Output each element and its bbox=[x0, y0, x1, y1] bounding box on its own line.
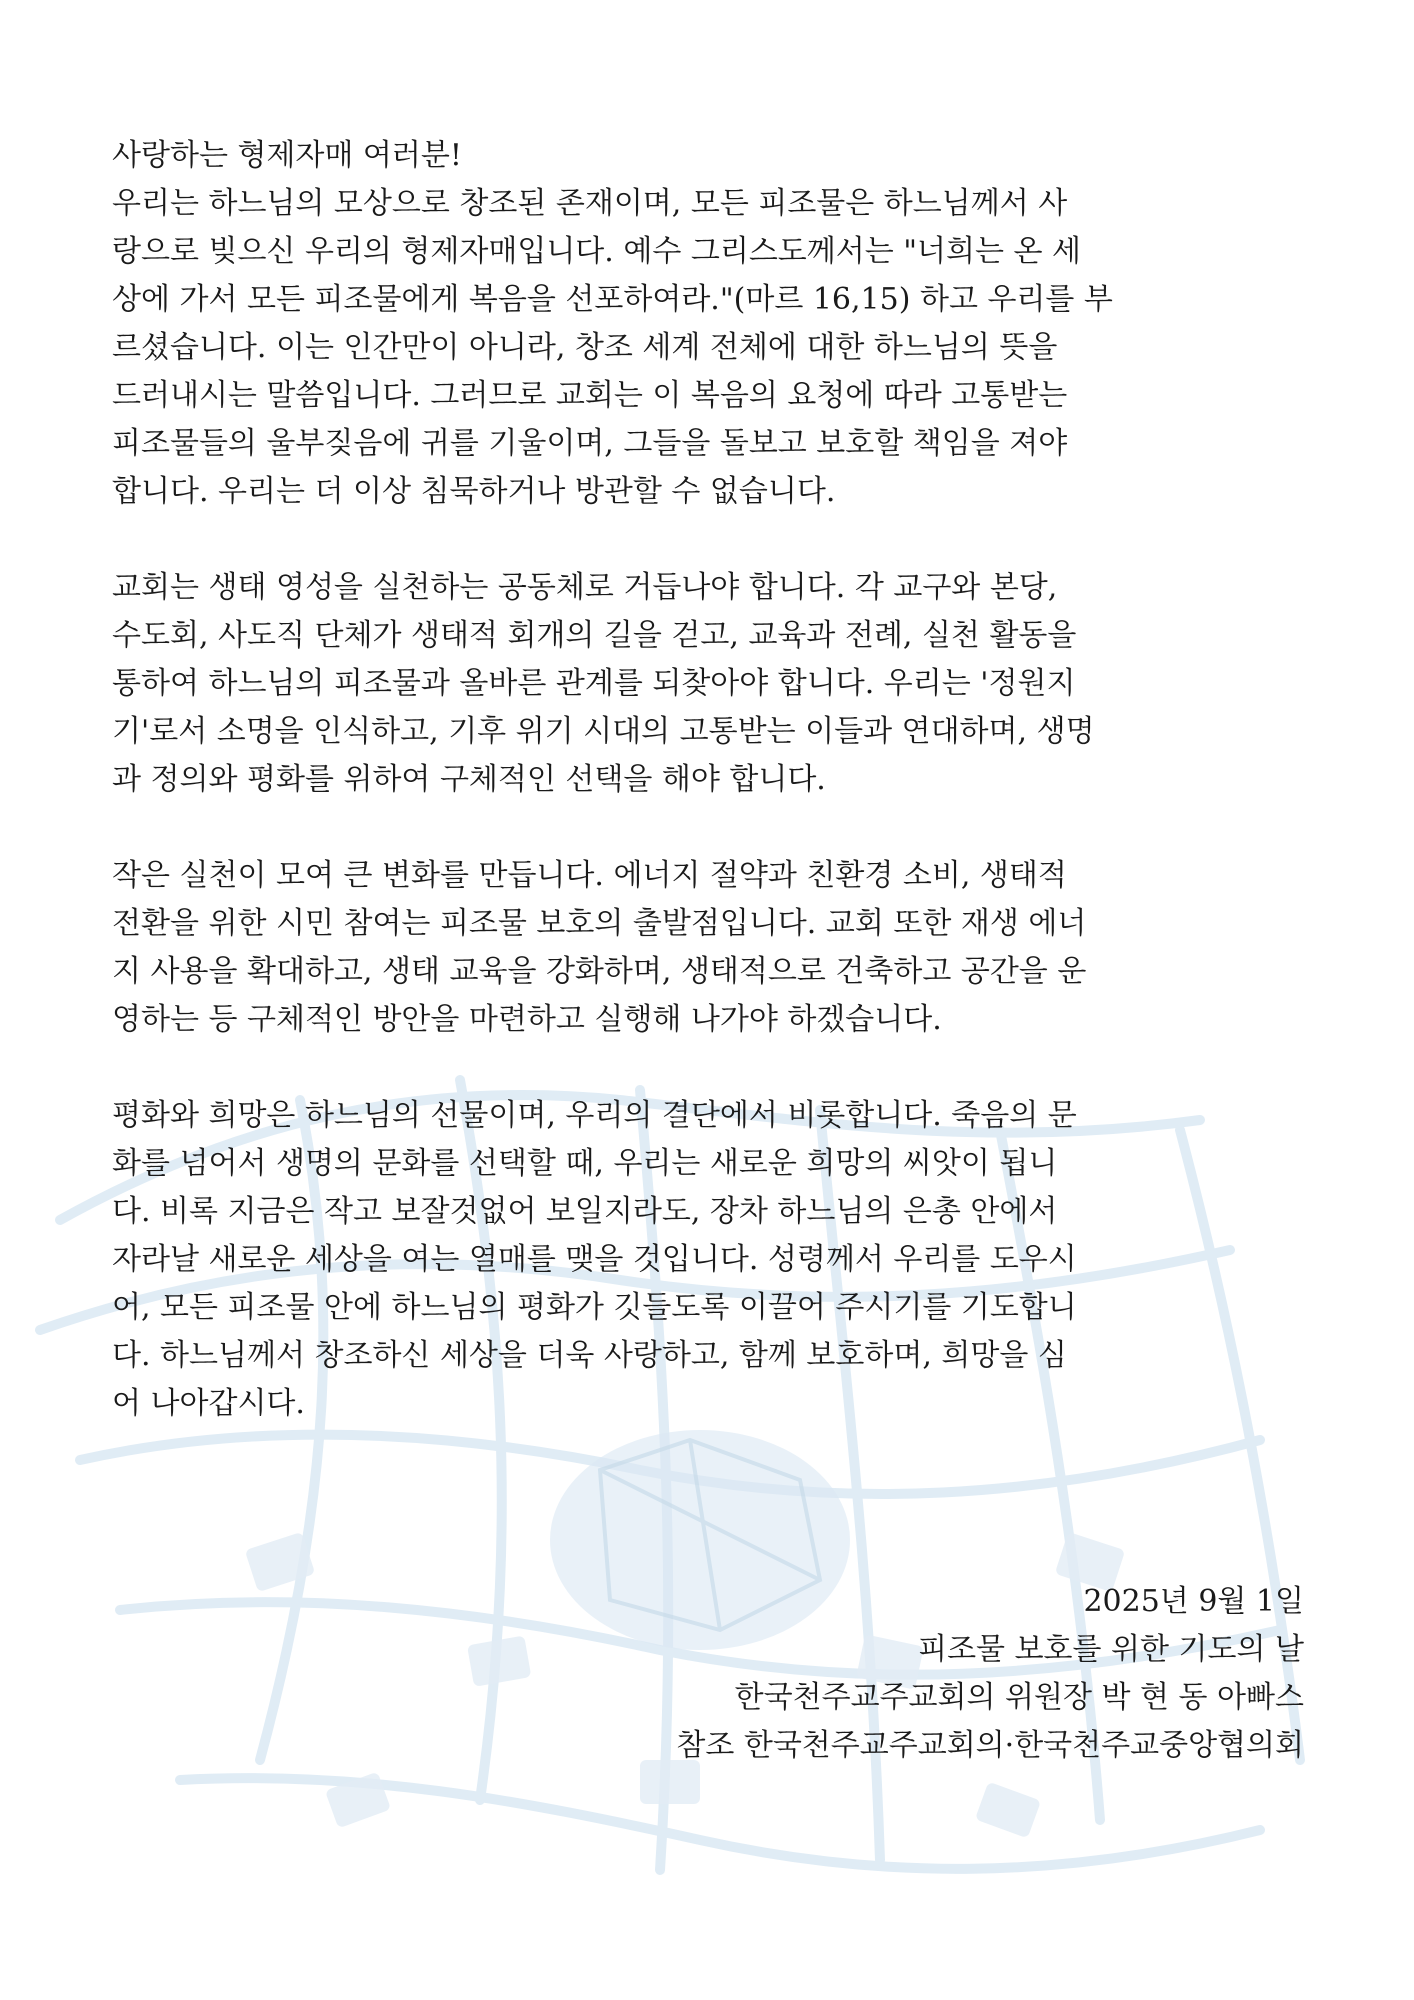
signature-reference: 참조 한국천주교주교회의·한국천주교중앙협의회 bbox=[676, 1728, 1304, 1763]
paragraph-4-line: 다. 하느님께서 창조하신 세상을 더욱 사랑하고, 함께 보호하며, 희망을 심 bbox=[112, 1338, 1067, 1373]
paragraph-2-line: 통하여 하느님의 피조물과 올바른 관계를 되찾아야 합니다. 우리는 '정원지 bbox=[112, 666, 1076, 701]
signature-author: 한국천주교주교회의 위원장 박 현 동 아빠스 bbox=[734, 1680, 1304, 1715]
paragraph-1-line: 우리는 하느님의 모상으로 창조된 존재이며, 모든 피조물은 하느님께서 사 bbox=[112, 186, 1068, 221]
paragraph-3-line: 영하는 등 구체적인 방안을 마련하고 실행해 나가야 하겠습니다. bbox=[112, 1002, 942, 1037]
paragraph-1-line: 랑으로 빚으신 우리의 형제자매입니다. 예수 그리스도께서는 "너희는 온 세 bbox=[112, 234, 1082, 269]
paragraph-3-line: 전환을 위한 시민 참여는 피조물 보호의 출발점입니다. 교회 또한 재생 에너 bbox=[112, 906, 1087, 941]
paragraph-gap bbox=[112, 1044, 1304, 1092]
signature-occasion: 피조물 보호를 위한 기도의 날 bbox=[918, 1632, 1304, 1667]
paragraph-1-line: 르셨습니다. 이는 인간만이 아니라, 창조 세계 전체에 대한 하느님의 뜻을 bbox=[112, 330, 1058, 365]
paragraph-4-line: 화를 넘어서 생명의 문화를 선택할 때, 우리는 새로운 희망의 씨앗이 됩니 bbox=[112, 1146, 1058, 1181]
paragraph-1-line: 상에 가서 모든 피조물에게 복음을 선포하여라."(마르 16,15) 하고 우리를 부 bbox=[112, 282, 1113, 317]
letter-greeting: 사랑하는 형제자매 여러분! bbox=[112, 138, 462, 173]
letter-signature bbox=[676, 1578, 1304, 1770]
paragraph-2-line: 수도회, 사도직 단체가 생태적 회개의 길을 걷고, 교육과 전례, 실천 활동을 bbox=[112, 618, 1077, 653]
paragraph-4-line: 평화와 희망은 하느님의 선물이며, 우리의 결단에서 비롯합니다. 죽음의 문 bbox=[112, 1098, 1077, 1133]
paragraph-gap bbox=[112, 516, 1304, 564]
paragraph-1 bbox=[112, 180, 1304, 516]
paragraph-4-line: 다. 비록 지금은 작고 보잘것없어 보일지라도, 장차 하느님의 은총 안에서 bbox=[112, 1194, 1058, 1229]
paragraph-1-line: 합니다. 우리는 더 이상 침묵하거나 방관할 수 없습니다. bbox=[112, 474, 836, 509]
paragraph-2-line: 교회는 생태 영성을 실천하는 공동체로 거듭나야 합니다. 각 교구와 본당, bbox=[112, 570, 1058, 605]
signature-date: 2025년 9월 1일 bbox=[1083, 1584, 1304, 1619]
paragraph-4-line: 자라날 새로운 세상을 여는 열매를 맺을 것입니다. 성령께서 우리를 도우시 bbox=[112, 1242, 1077, 1277]
paragraph-3-line: 지 사용을 확대하고, 생태 교육을 강화하며, 생태적으로 건축하고 공간을 운 bbox=[112, 954, 1087, 989]
paragraph-gap bbox=[112, 804, 1304, 852]
paragraph-4 bbox=[112, 1092, 1304, 1428]
paragraph-4-line: 어, 모든 피조물 안에 하느님의 평화가 깃들도록 이끌어 주시기를 기도합니 bbox=[112, 1290, 1077, 1325]
paragraph-2 bbox=[112, 564, 1304, 804]
paragraph-4-line: 어 나아갑시다. bbox=[112, 1386, 305, 1421]
paragraph-3 bbox=[112, 852, 1304, 1044]
paragraph-3-line: 작은 실천이 모여 큰 변화를 만듭니다. 에너지 절약과 친환경 소비, 생태적 bbox=[112, 858, 1067, 893]
paragraph-2-line: 기'로서 소명을 인식하고, 기후 위기 시대의 고통받는 이들과 연대하며, 생명 bbox=[112, 714, 1095, 749]
letter-body bbox=[112, 132, 1304, 1428]
paragraph-2-line: 과 정의와 평화를 위하여 구체적인 선택을 해야 합니다. bbox=[112, 762, 826, 797]
paragraph-1-line: 피조물들의 울부짖음에 귀를 기울이며, 그들을 돌보고 보호할 책임을 져야 bbox=[112, 426, 1068, 461]
paragraph-1-line: 드러내시는 말씀입니다. 그러므로 교회는 이 복음의 요청에 따라 고통받는 bbox=[112, 378, 1068, 413]
